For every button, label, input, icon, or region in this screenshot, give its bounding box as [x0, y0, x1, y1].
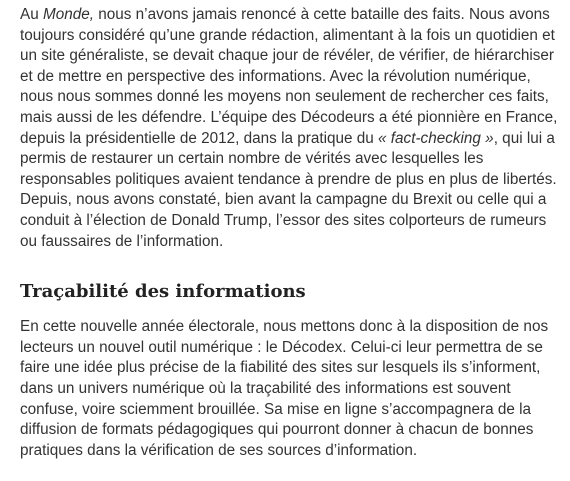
article-body	[20, 0, 562, 461]
paragraph-decodex: En cette nouvelle année électorale, nous mettons donc à la disposition de nos lecteurs un nouvel outil numérique : le Décodex. Celui-ci leur permettra de se faire une idée plus précise de la fiabilité des sites sur lesquels ils s’informent, dans un univers numérique où la traçabilité des informations est souvent confuse, voire sciemment brouillée. Sa mise en ligne s’accompagnera de la diffusion de formats pédagogiques qui pourront donner à chacun de bonnes pratiques dans la vérification de ses sources d’information.	[20, 318, 549, 459]
paragraph-intro	[20, 5, 562, 252]
paragraph-intro-text-b: , qui lui a permis de restaurer un certain nombre de vérités avec lesquelles les responsables politiques avaient tendance à prendre de plus en plus de libertés. Depuis, nous avons constaté, bien avant la campagne du Brexit ou celle qui a conduit à l’élection de Donald Trump, l’essor des sites colporteurs de rumeurs ou faussaires de l’information.	[20, 129, 557, 250]
intro-prefix-text: Au	[20, 6, 43, 23]
section-heading: Traçabilité des informations	[20, 281, 306, 303]
paragraph-intro-text-a: nous n’avons jamais renoncé à cette bataille des faits. Nous avons toujours considéré qu’une grande rédaction, alimentant à la fois un quotidien et un site généraliste, se devait chaque jour de révéler, de vérifier, de hiérarchiser et de mettre en perspective des informations. Avec la révolution numérique, nous nous sommes donné les moyens non seulement de rechercher ces faits, mais aussi de les défendre. L’équipe des Décodeurs a été pionnière en France, depuis la présidentielle de 2012, dans la pratique du	[20, 6, 558, 147]
fact-checking-term-italic: « fact-checking »	[378, 129, 494, 147]
newspaper-name-italic: Monde,	[42, 6, 94, 23]
